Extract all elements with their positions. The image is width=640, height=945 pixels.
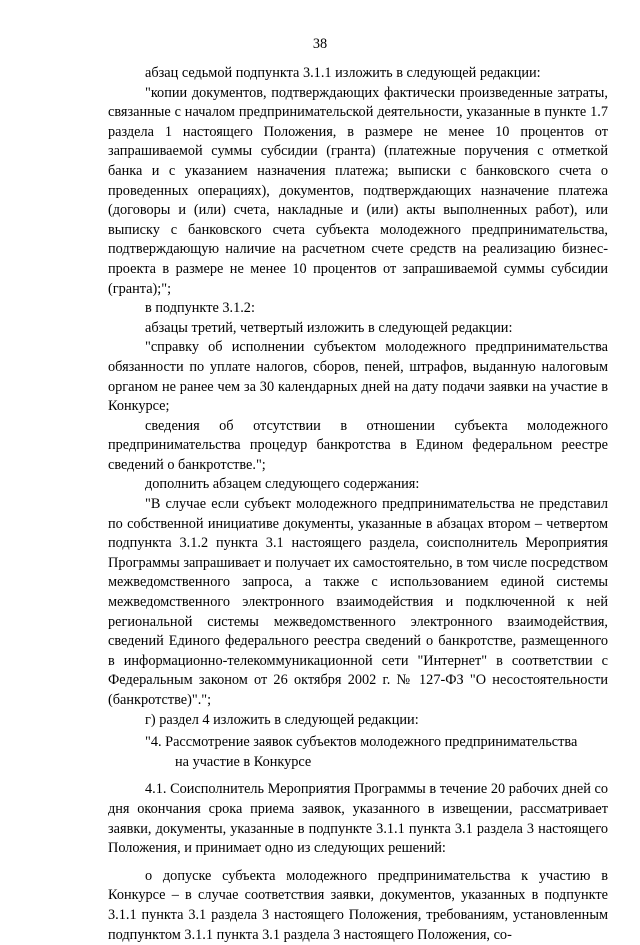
document-body xyxy=(108,64,608,945)
paragraph: о допуске субъекта молодежного предпринимательства к участию в Конкурсе – в случае соответствия заявки, документов, указанных в подпункте 3.1.1 пункта 3.1 раздела 3 настоящего Положения, требованиям, установленным подпунктом 3.1.1 пункта 3.1 раздела 3 настоящего Положения, со- xyxy=(108,867,608,943)
paragraph: в подпункте 3.1.2: xyxy=(145,300,255,317)
paragraph: г) раздел 4 изложить в следующей редакции: xyxy=(145,711,419,728)
paragraph: сведения об отсутствии в отношении субъекта молодежного предпринимательства процедур банкротства в Едином федеральном реестре сведений о банкротстве."; xyxy=(108,417,608,473)
paragraph: дополнить абзацем следующего содержания: xyxy=(145,476,420,493)
paragraph: "справку об исполнении субъектом молодежного предпринимательства обязанности по уплате налогов, сборов, пеней, штрафов, выданную налоговым органом не ранее чем за 30 календарных дней на дату подачи заявки на участие в Конкурсе; xyxy=(108,339,608,415)
paragraph: "В случае если субъект молодежного предпринимательства не представил по собственной инициативе документы, указанные в абзацах втором – четвертом подпункта 3.1.2 пункта 3.1 настоящего раздела, соисполнитель Мероприятия Программы запрашивает и получает их самостоятельно, в том числе посредством межведомственного запроса, а также с использованием единой системы межведомственного электронного взаимодействия и подключенной к ней региональной системы межведомственного электронного взаимодействия, сведений Единого федерального реестра сведений о банкротстве, размещенного в информационно-телекоммуникационной сети "Интернет" в соответствии с Федеральным законом от 26 октября 2002 г. № 127-ФЗ "О несостоятельности (банкротстве)"."; xyxy=(108,496,608,708)
section-heading xyxy=(108,733,608,772)
section-heading-line: "4. Рассмотрение заявок субъектов молодежного предпринимательства xyxy=(145,734,578,751)
page-number: 38 xyxy=(312,36,328,52)
paragraph: 4.1. Соисполнитель Мероприятия Программы в течение 20 рабочих дней со дня окончания срока приема заявок, указанного в извещении, рассматривает заявки, документы, указанные в подпункте 3.1.1 пункта 3.1 раздела 3 настоящего Положения, и принимает одно из следующих решений: xyxy=(108,781,608,857)
paragraph: абзац седьмой подпункта 3.1.1 изложить в следующей редакции: xyxy=(145,65,541,81)
section-heading-line: на участие в Конкурсе xyxy=(175,753,312,770)
paragraph: "копии документов, подтверждающих фактически произведенные затраты, связанные с началом предпринимательской деятельности, указанные в пункте 1.7 раздела 1 настоящего Положения, в размере не менее 10 процентов от запрашиваемой суммы субсидии (гранта) (платежные поручения с отметкой банка и с указанием назначения платежа; выписки с банковского счета о проведенных операциях), документов, подтверждающих назначение платежа (договоры и (или) счета, накладные и (или) акты выполненных работ), или выписку с банковского счета субъекта молодежного предпринимательства, подтверждающую наличие на расчетном счете средств на реализацию бизнес-проекта в размере не менее 10 процентов от запрашиваемой суммы субсидии (гранта);"; xyxy=(108,84,608,297)
paragraph: абзацы третий, четвертый изложить в следующей редакции: xyxy=(145,319,513,336)
